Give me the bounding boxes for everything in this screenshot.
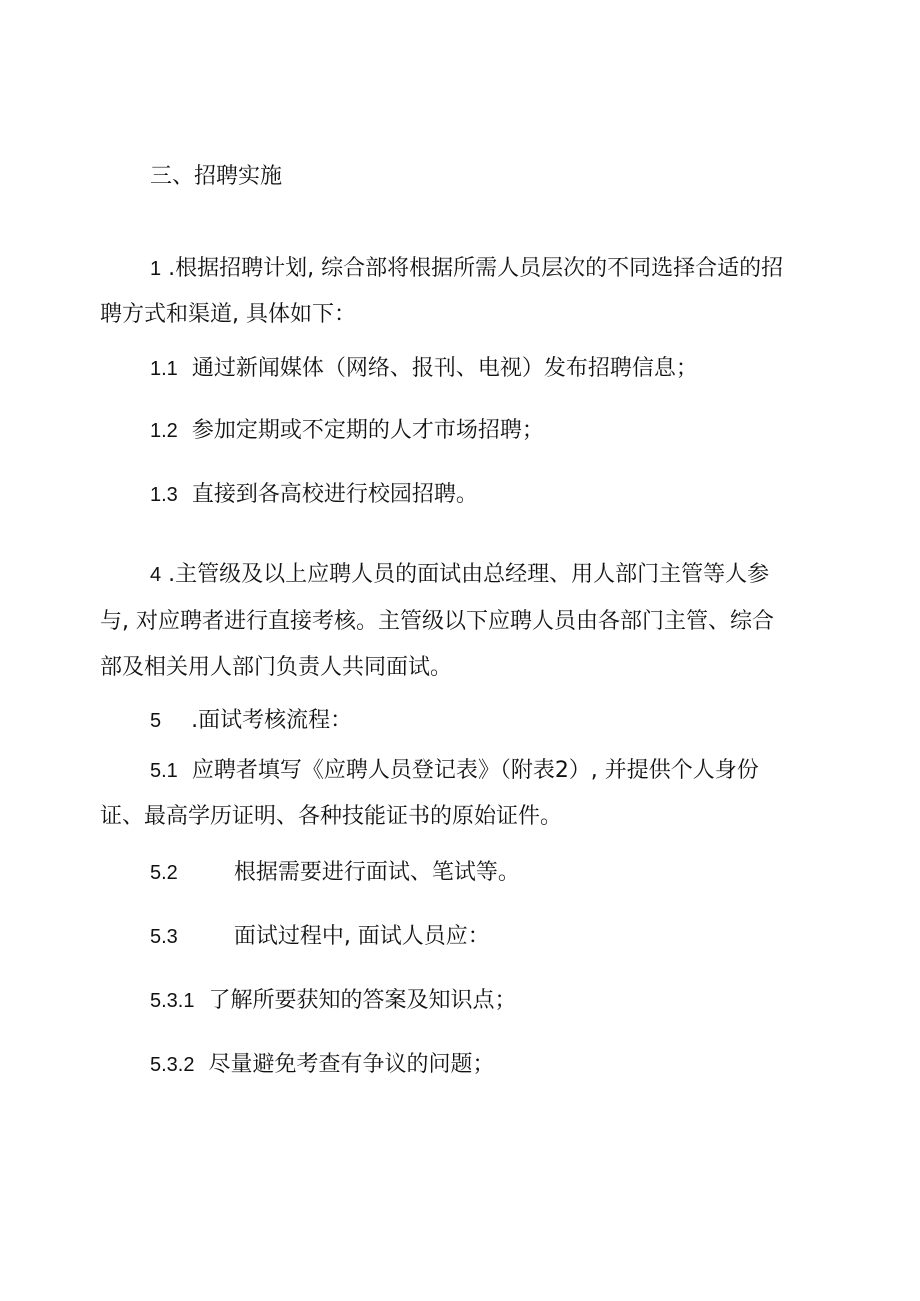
section-title: 三、招聘实施 — [150, 164, 283, 189]
item-5-1-number: 5.1 — [150, 760, 178, 782]
item-5-1-text-1: 应聘者填写《应聘人员登记表》（附表2）, 并提供个人身份 — [191, 758, 759, 783]
item-1-1 — [150, 356, 698, 382]
paragraph-1-line-1 — [150, 256, 820, 282]
item-5-3 — [150, 924, 490, 950]
item-1-2-number: 1.2 — [150, 420, 178, 442]
paragraph-1-text-1: .根据招聘计划, 综合部将根据所需人员层次的不同选择合适的招 — [161, 256, 784, 281]
item-5-2 — [150, 860, 520, 886]
item-1-1-number: 1.1 — [150, 358, 178, 380]
paragraph-4-line-2: 与, 对应聘者进行直接考核。主管级以下应聘人员由各部门主管、综合 — [100, 609, 774, 634]
paragraph-4-text-1: .主管级及以上应聘人员的面试由总经理、用人部门主管等人参 — [161, 562, 770, 587]
item-5-2-number: 5.2 — [150, 862, 178, 884]
item-5-2-text: 根据需要进行面试、笔试等。 — [233, 860, 520, 885]
item-1-3 — [150, 482, 478, 508]
item-5-3-1 — [150, 988, 517, 1014]
paragraph-4-line-3: 部及相关用人部门负责人共同面试。 — [100, 655, 453, 680]
item-5-3-text: 面试过程中, 面试人员应： — [233, 924, 490, 949]
item-5-text: .面试考核流程： — [191, 708, 353, 733]
item-1-1-text: 通过新闻媒体（网络、报刊、电视）发布招聘信息； — [191, 356, 698, 381]
item-1-2-text: 参加定期或不定期的人才市场招聘； — [191, 418, 544, 443]
item-5 — [150, 708, 352, 734]
paragraph-4-line-1 — [150, 562, 769, 588]
item-5-1-line-2: 证、最高学历证明、各种技能证书的原始证件。 — [100, 804, 563, 829]
item-5-3-2-text: 尽量避免考查有争议的问题； — [208, 1052, 495, 1077]
item-5-3-2 — [150, 1052, 495, 1078]
item-1-2 — [150, 418, 544, 444]
item-5-3-2-number: 5.3.2 — [150, 1054, 195, 1076]
item-5-1-line-1 — [150, 758, 759, 784]
paragraph-1-number: 1 — [150, 258, 162, 280]
item-1-3-text: 直接到各高校进行校园招聘。 — [191, 482, 478, 507]
item-5-3-1-number: 5.3.1 — [150, 990, 195, 1012]
item-5-number: 5 — [150, 710, 162, 732]
item-1-3-number: 1.3 — [150, 484, 178, 506]
paragraph-4-number: 4 — [150, 564, 162, 586]
item-5-3-number: 5.3 — [150, 926, 178, 948]
paragraph-1-line-2: 聘方式和渠道, 具体如下： — [100, 302, 356, 327]
item-5-3-1-text: 了解所要获知的答案及知识点； — [208, 988, 517, 1013]
